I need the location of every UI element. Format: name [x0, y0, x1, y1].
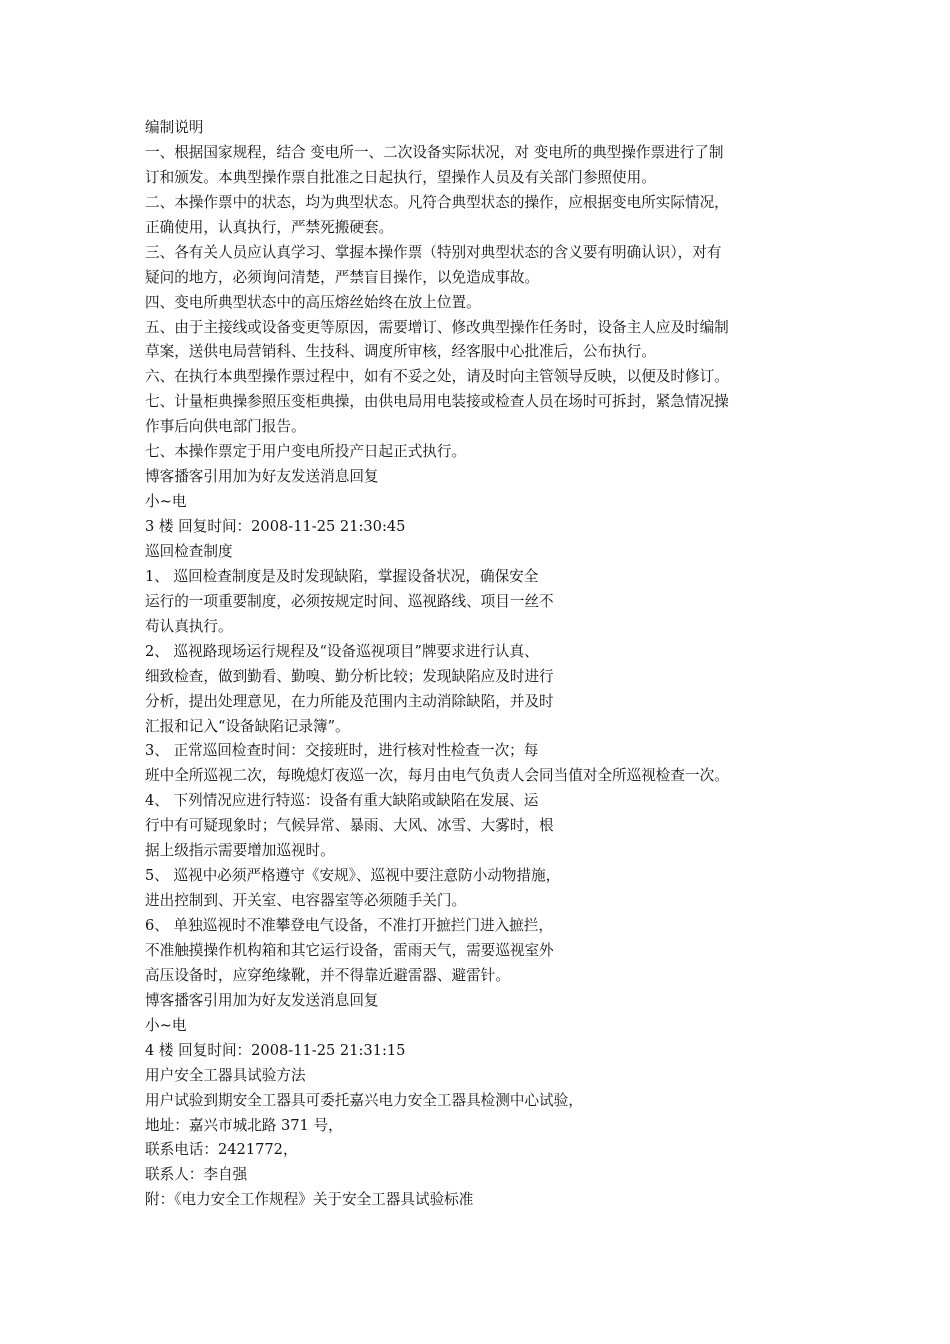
paragraph-line: 班中全所巡视二次，每晚熄灯夜巡一次，每月由电气负责人会同当值对全所巡视检查一次。	[145, 767, 729, 785]
paragraph-line: 七、计量柜典操参照压变柜典操，由供电局用电装接或检查人员在场时可拆封，紧急情况操	[145, 393, 729, 411]
paragraph-line: 不准触摸操作机构箱和其它运行设备，雷雨天气，需要巡视室外	[145, 941, 554, 959]
paragraph-line: 二、本操作票中的状态，均为典型状态。凡符合典型状态的操作，应根据变电所实际情况，	[145, 193, 729, 211]
paragraph-line: 草案，送供电局营销科、生技科、调度所审核，经客服中心批准后，公布执行。	[145, 343, 656, 361]
paragraph-line: 细致检查，做到勤看、勤嗅、勤分析比较；发现缺陷应及时进行	[145, 667, 554, 685]
paragraph-line: 三、各有关人员应认真学习、掌握本操作票（特别对典型状态的含义要有明确认识），对有	[145, 243, 722, 261]
reply-meta: 4 楼 回复时间：2008-11-25 21:31:15	[145, 1041, 406, 1059]
paragraph-line: 七、本操作票定于用户变电所投产日起正式执行。	[145, 443, 467, 461]
blog-actions-line: 博客播客引用加为好友发送消息回复	[145, 991, 379, 1009]
paragraph-line: 运行的一项重要制度，必须按规定时间、巡视路线、项目一丝不	[145, 592, 554, 610]
author-name: 小~电	[145, 1016, 187, 1034]
paragraph-line: 高压设备时，应穿绝缘靴，并不得靠近避雷器、避雷针。	[145, 966, 510, 984]
paragraph-line: 据上级指示需要增加巡视时。	[145, 842, 335, 860]
paragraph-line: 四、变电所典型状态中的高压熔丝始终在放上位置。	[145, 293, 481, 311]
paragraph-line: 行中有可疑现象时；气候异常、暴雨、大风、冰雪、大雾时，根	[145, 817, 554, 835]
paragraph-line: 一、根据国家规程，结合 变电所一、二次设备实际状况，对 变电所的典型操作票进行了制	[145, 143, 724, 161]
paragraph-line: 正确使用，认真执行，严禁死搬硬套。	[145, 218, 394, 236]
paragraph-line: 作事后向供电部门报告。	[145, 418, 306, 436]
phone-line: 联系电话：2421772，	[145, 1141, 298, 1159]
paragraph-line: 六、在执行本典型操作票过程中，如有不妥之处，请及时向主管领导反映，以便及时修订。	[145, 368, 729, 386]
attachment-line: 附：《电力安全工作规程》关于安全工器具试验标准	[145, 1191, 474, 1209]
document-body	[145, 116, 815, 1213]
paragraph-line: 4、 下列情况应进行特巡：设备有重大缺陷或缺陷在发展、运	[145, 792, 539, 810]
blog-actions-line: 博客播客引用加为好友发送消息回复	[145, 468, 379, 486]
paragraph-line: 疑问的地方，必须询问清楚，严禁盲目操作，以免造成事故。	[145, 268, 540, 286]
address-line: 地址：嘉兴市城北路 371 号，	[145, 1116, 343, 1134]
reply-meta: 3 楼 回复时间：2008-11-25 21:30:45	[145, 518, 406, 535]
paragraph-line: 3、 正常巡回检查时间：交接班时，进行核对性检查一次；每	[145, 742, 539, 760]
section-title: 编制说明	[145, 119, 204, 136]
author-name: 小~电	[145, 493, 187, 511]
contact-line: 联系人：李自强	[145, 1166, 248, 1184]
paragraph-line: 分析，提出处理意见，在力所能及范围内主动消除缺陷，并及时	[145, 692, 554, 710]
paragraph-line: 苟认真执行。	[145, 617, 233, 635]
section-title: 用户安全工器具试验方法	[145, 1066, 306, 1084]
paragraph-line: 汇报和记入“设备缺陷记录簿”。	[145, 717, 350, 735]
paragraph-line: 2、 巡视路现场运行规程及“设备巡视项目”牌要求进行认真、	[145, 642, 539, 660]
paragraph-line: 用户试验到期安全工器具可委托嘉兴电力安全工器具检测中心试验，	[145, 1091, 583, 1109]
paragraph-line: 进出控制到、开关室、电容器室等必须随手关门。	[145, 892, 467, 910]
paragraph-line: 6、 单独巡视时不准攀登电气设备，不准打开摭拦门进入摭拦，	[145, 917, 553, 934]
paragraph-line: 订和颁发。本典型操作票自批准之日起执行，望操作人员及有关部门参照使用。	[145, 168, 656, 186]
paragraph-line: 1、 巡回检查制度是及时发现缺陷，掌握设备状况，确保安全	[145, 567, 539, 585]
paragraph-line: 5、 巡视中必须严格遵守《安规》、巡视中要注意防小动物措施，	[145, 867, 561, 885]
section-title: 巡回检查制度	[145, 542, 233, 560]
paragraph-line: 五、由于主接线或设备变更等原因，需要增订、修改典型操作任务时，设备主人应及时编制	[145, 318, 729, 336]
